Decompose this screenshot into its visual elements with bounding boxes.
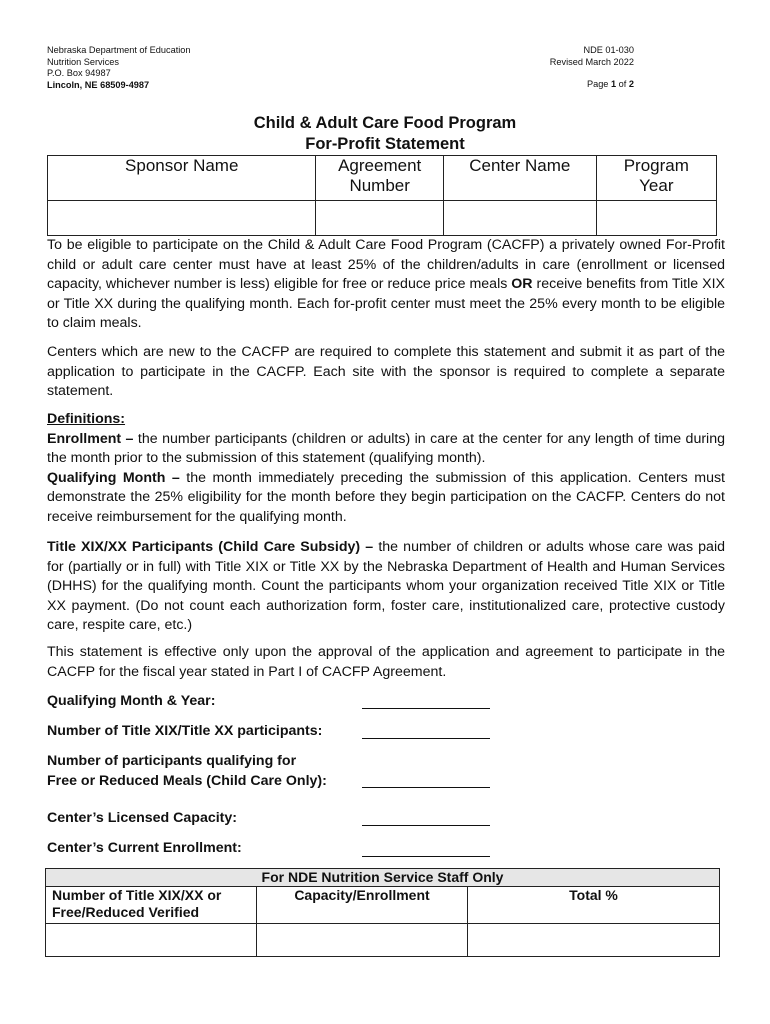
- licensed-capacity-input[interactable]: [362, 825, 490, 826]
- licensed-capacity-label: Center’s Licensed Capacity:: [47, 810, 238, 826]
- title-participants-label: Number of Title XIX/Title XX participants:: [47, 723, 323, 739]
- agency-address: [47, 45, 191, 91]
- form-info: [550, 45, 634, 91]
- current-enrollment-input[interactable]: [362, 856, 490, 857]
- agency-name: Nebraska Department of Education: [47, 45, 191, 55]
- agency-city: Lincoln, NE 68509-4987: [47, 79, 150, 90]
- free-reduced-input[interactable]: [362, 787, 490, 788]
- definitions-heading: Definitions:: [47, 411, 126, 427]
- qualifying-month-input[interactable]: [362, 708, 490, 709]
- agency-division: Nutrition Services: [47, 56, 119, 67]
- center-name-header: Center Name: [443, 156, 596, 201]
- definitions-section: [47, 410, 725, 527]
- verified-count-field[interactable]: [46, 924, 257, 957]
- qualifying-month-definition: Qualifying Month – the month immediately preceding the submission of this application. Centers must demonstrate the 25% eligibility for the month before they begin participation on the CACFP. Centers do not receive reimbursement for the qualifying month.: [47, 469, 725, 525]
- verified-count-header: Number of Title XIX/XX or Free/Reduced Verified: [46, 887, 257, 924]
- page-indicator: Page 1 of 2: [586, 79, 634, 90]
- form-number: NDE 01-030: [583, 45, 634, 55]
- eligibility-paragraph: To be eligible to participate on the Child & Adult Care Food Program (CACFP) a privately owned For-Profit child or adult care center must have at least 25% of the children/adults in care (enrollment or licensed capacity, whichever number is less) eligible for free or reduce price meals OR receive benefits from Title XIX or Title XX during the qualifying month. Each for-profit center must meet the 25% every month to be eligible to claim meals.: [47, 237, 725, 331]
- new-centers-paragraph: Centers which are new to the CACFP are required to complete this statement and submit it as part of the application to participate in the CACFP. Each site with the sponsor is required to complete a separate statement.: [47, 344, 725, 399]
- total-percent-field[interactable]: [468, 924, 720, 957]
- qualifying-month-label: Qualifying Month & Year:: [47, 693, 216, 709]
- title-participants-input[interactable]: [362, 738, 490, 739]
- free-reduced-label: Number of participants qualifying for Free or Reduced Meals (Child Care Only):: [47, 753, 327, 789]
- program-year-header: Program Year: [596, 156, 716, 201]
- sponsor-name-header: Sponsor Name: [48, 156, 316, 201]
- total-percent-header: Total %: [468, 887, 720, 924]
- title-xix-definition: Title XIX/XX Participants (Child Care Subsidy) – the number of children or adults whose care was paid for (partially or in full) with Title XIX or Title XX by the Nebraska Department of Health and Human Services (DHHS) for the qualifying month. Count the participants whom your organization received Title XIX or Title XX payment. (Do not count each authorization form, foster care, institutionalized care, protective custody care, respite care, etc.): [47, 539, 725, 633]
- sponsor-table: [47, 155, 717, 236]
- center-name-field[interactable]: [443, 201, 596, 236]
- capacity-enrollment-header: Capacity/Enrollment: [257, 887, 468, 924]
- document-subtitle: For-Profit Statement: [305, 135, 465, 153]
- agreement-number-field[interactable]: [316, 201, 443, 236]
- program-year-field[interactable]: [596, 201, 716, 236]
- revised-date: Revised March 2022: [549, 56, 634, 67]
- current-enrollment-label: Center’s Current Enrollment:: [47, 840, 242, 856]
- effective-paragraph: This statement is effective only upon the approval of the application and agreement to participate in the CACFP for the fiscal year stated in Part I of CACFP Agreement.: [47, 644, 725, 680]
- sponsor-name-field[interactable]: [48, 201, 316, 236]
- document-title: Child & Adult Care Food Program: [253, 114, 517, 132]
- staff-only-table: [45, 868, 720, 957]
- agency-po-box: P.O. Box 94987: [47, 68, 111, 79]
- agreement-number-header: Agreement Number: [316, 156, 443, 201]
- staff-only-header: For NDE Nutrition Service Staff Only: [46, 869, 720, 887]
- enrollment-definition: Enrollment – the number participants (children or adults) in care at the center for any length of time during the month prior to the submission of this statement (qualifying month).: [47, 430, 725, 466]
- capacity-enrollment-field[interactable]: [257, 924, 468, 957]
